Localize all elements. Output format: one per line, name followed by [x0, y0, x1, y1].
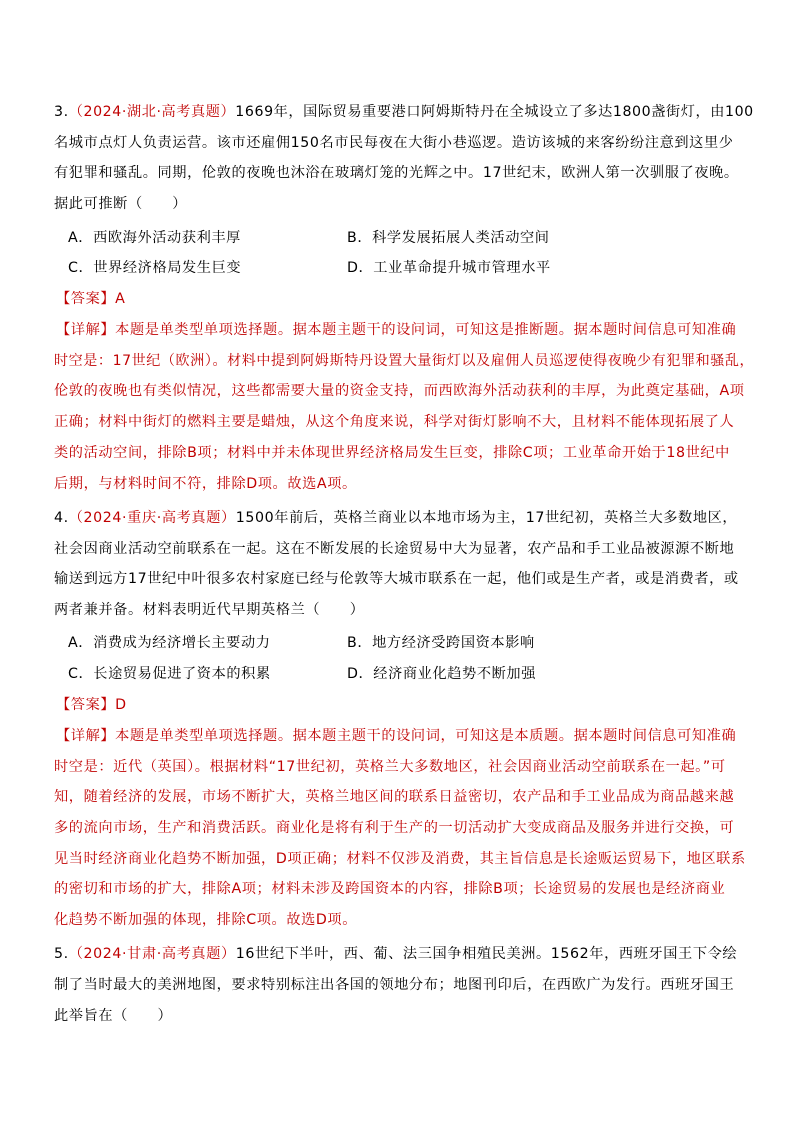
detail-text: 伦敦的夜晚也有类似情况，这些都需要大量的资金支持，而西欧海外活动获利的丰厚，为此奠定基础，A项: [54, 383, 745, 399]
question-stem-line: 输送到远方17世纪中叶很多农村家庭已经与伦敦等大城市联系在一起，他们或是生产者，或是消费者，或: [54, 571, 739, 587]
question-number: 4: [54, 510, 64, 526]
question-stem-line: 据此可推断（ ）: [54, 196, 188, 212]
question-stem-line: 两者兼并备。材料表明近代早期英格兰（ ）: [54, 602, 365, 618]
option-c: C．世界经济格局发生巨变: [68, 260, 242, 276]
question-stem-line: 制了当时最大的美洲地图，要求特别标注出各国的领地分布；地图刊印后，在西欧广为发行。西班牙国王: [54, 977, 735, 993]
question-5-line-1: 5.（2024·甘肃·高考真题）16世纪下半叶，西、葡、法三国争相殖民美洲。1562年，西班牙国王下令绘: [54, 946, 738, 962]
detail-line: [56, 320, 736, 340]
option-a: A．消费成为经济增长主要动力: [68, 635, 271, 651]
question-source: （2024·湖北·高考真题）: [68, 104, 236, 120]
option-b: B．地方经济受跨国资本影响: [347, 635, 535, 651]
option-d: D．经济商业化趋势不断加强: [347, 666, 536, 682]
detail-text: 正确；材料中街灯的燃料主要是蜡烛，从这个角度来说，科学对街灯影响不大，且材料不能体现拓展了人: [54, 414, 735, 430]
question-stem-line: 名城市点灯人负责运营。该市还雇佣150名市民每夜在大街小巷巡逻。造访该城的来客纷纷注意到这里少: [54, 135, 734, 151]
option-c: C．长途贸易促进了资本的积累: [68, 666, 271, 682]
option-b: B．科学发展拓展人类活动空间: [347, 230, 550, 246]
detail-text: 时空是：17世纪（欧洲）。材料中提到阿姆斯特丹设置大量街灯以及雇佣人员巡逻使得夜晚少有犯罪和骚乱，: [54, 353, 755, 369]
question-stem-line: 1669年，国际贸易重要港口阿姆斯特丹在全城设立了多达1800盏街灯，由100: [235, 104, 754, 120]
question-stem-line: 1500年前后，英格兰商业以本地市场为主，17世纪初，英格兰大多数地区，: [235, 510, 738, 526]
question-stem-line: 社会因商业活动空前联系在一起。这在不断发展的长途贸易中大为显著，农产品和手工业品被源源不断地: [54, 541, 735, 557]
answer-line: [56, 289, 125, 309]
answer-line: [56, 695, 127, 715]
answer-value: A: [115, 291, 126, 307]
option-a: A．西欧海外活动获利丰厚: [68, 230, 241, 246]
answer-value: D: [115, 697, 127, 713]
detail-text: 本题是单类型单项选择题。据本题主题干的设问词，可知这是本质题。据本题时间信息可知准确: [115, 728, 737, 744]
question-4-line-1: 4.（2024·重庆·高考真题）1500年前后，英格兰商业以本地市场为主，17世纪初，英格兰大多数地区，: [54, 510, 738, 526]
question-stem-line: 有犯罪和骚乱。同期，伦敦的夜晚也沐浴在玻璃灯笼的光辉之中。17世纪末，欧洲人第一次驯服了夜晚。: [54, 165, 739, 181]
question-number: 5: [54, 946, 64, 962]
detail-text: 类的活动空间，排除B项；材料中并未体现世界经济格局发生巨变，排除C项；工业革命开始于18世纪中: [54, 445, 730, 461]
question-3-line-1: 3.（2024·湖北·高考真题）1669年，国际贸易重要港口阿姆斯特丹在全城设立了多达1800盏街灯，由100: [54, 104, 754, 120]
detail-text: 本题是单类型单项选择题。据本题主题干的设问词，可知这是推断题。据本题时间信息可知准确: [115, 322, 737, 338]
question-source: （2024·重庆·高考真题）: [68, 510, 236, 526]
detail-text: 的密切和市场的扩大，排除A项；材料未涉及跨国资本的内容，排除B项；长途贸易的发展也是经济商业: [54, 881, 726, 897]
detail-text: 多的流向市场，生产和消费活跃。商业化是将有利于生产的一切活动扩大变成商品及服务并进行交换，可: [54, 820, 735, 836]
question-stem-line: 此举旨在（ ）: [54, 1008, 173, 1024]
detail-line: [56, 726, 736, 746]
question-stem-line: 16世纪下半叶，西、葡、法三国争相殖民美洲。1562年，西班牙国王下令绘: [235, 946, 738, 962]
option-d: D．工业革命提升城市管理水平: [347, 260, 551, 276]
detail-text: 时空是：近代（英国）。根据材料“17世纪初，英格兰大多数地区，社会因商业活动空前联系在一起。”可: [54, 759, 726, 775]
detail-label: 【详解】: [56, 322, 116, 338]
question-source: （2024·甘肃·高考真题）: [68, 946, 236, 962]
detail-text: 知，随着经济的发展，市场不断扩大，英格兰地区间的联系日益密切，农产品和手工业品成为商品越来越: [54, 789, 735, 805]
question-number: 3: [54, 104, 64, 120]
detail-text: 化趋势不断加强的体现，排除C项。故选D项。: [54, 912, 357, 928]
answer-label: 【答案】: [56, 291, 116, 307]
detail-label: 【详解】: [56, 728, 116, 744]
answer-label: 【答案】: [56, 697, 116, 713]
detail-text: 后期，与材料时间不符，排除D项。故选A项。: [54, 476, 357, 492]
detail-text: 见当时经济商业化趋势不断加强，D项正确；材料不仅涉及消费，其主旨信息是长途贩运贸易下，地区联系: [54, 851, 746, 867]
